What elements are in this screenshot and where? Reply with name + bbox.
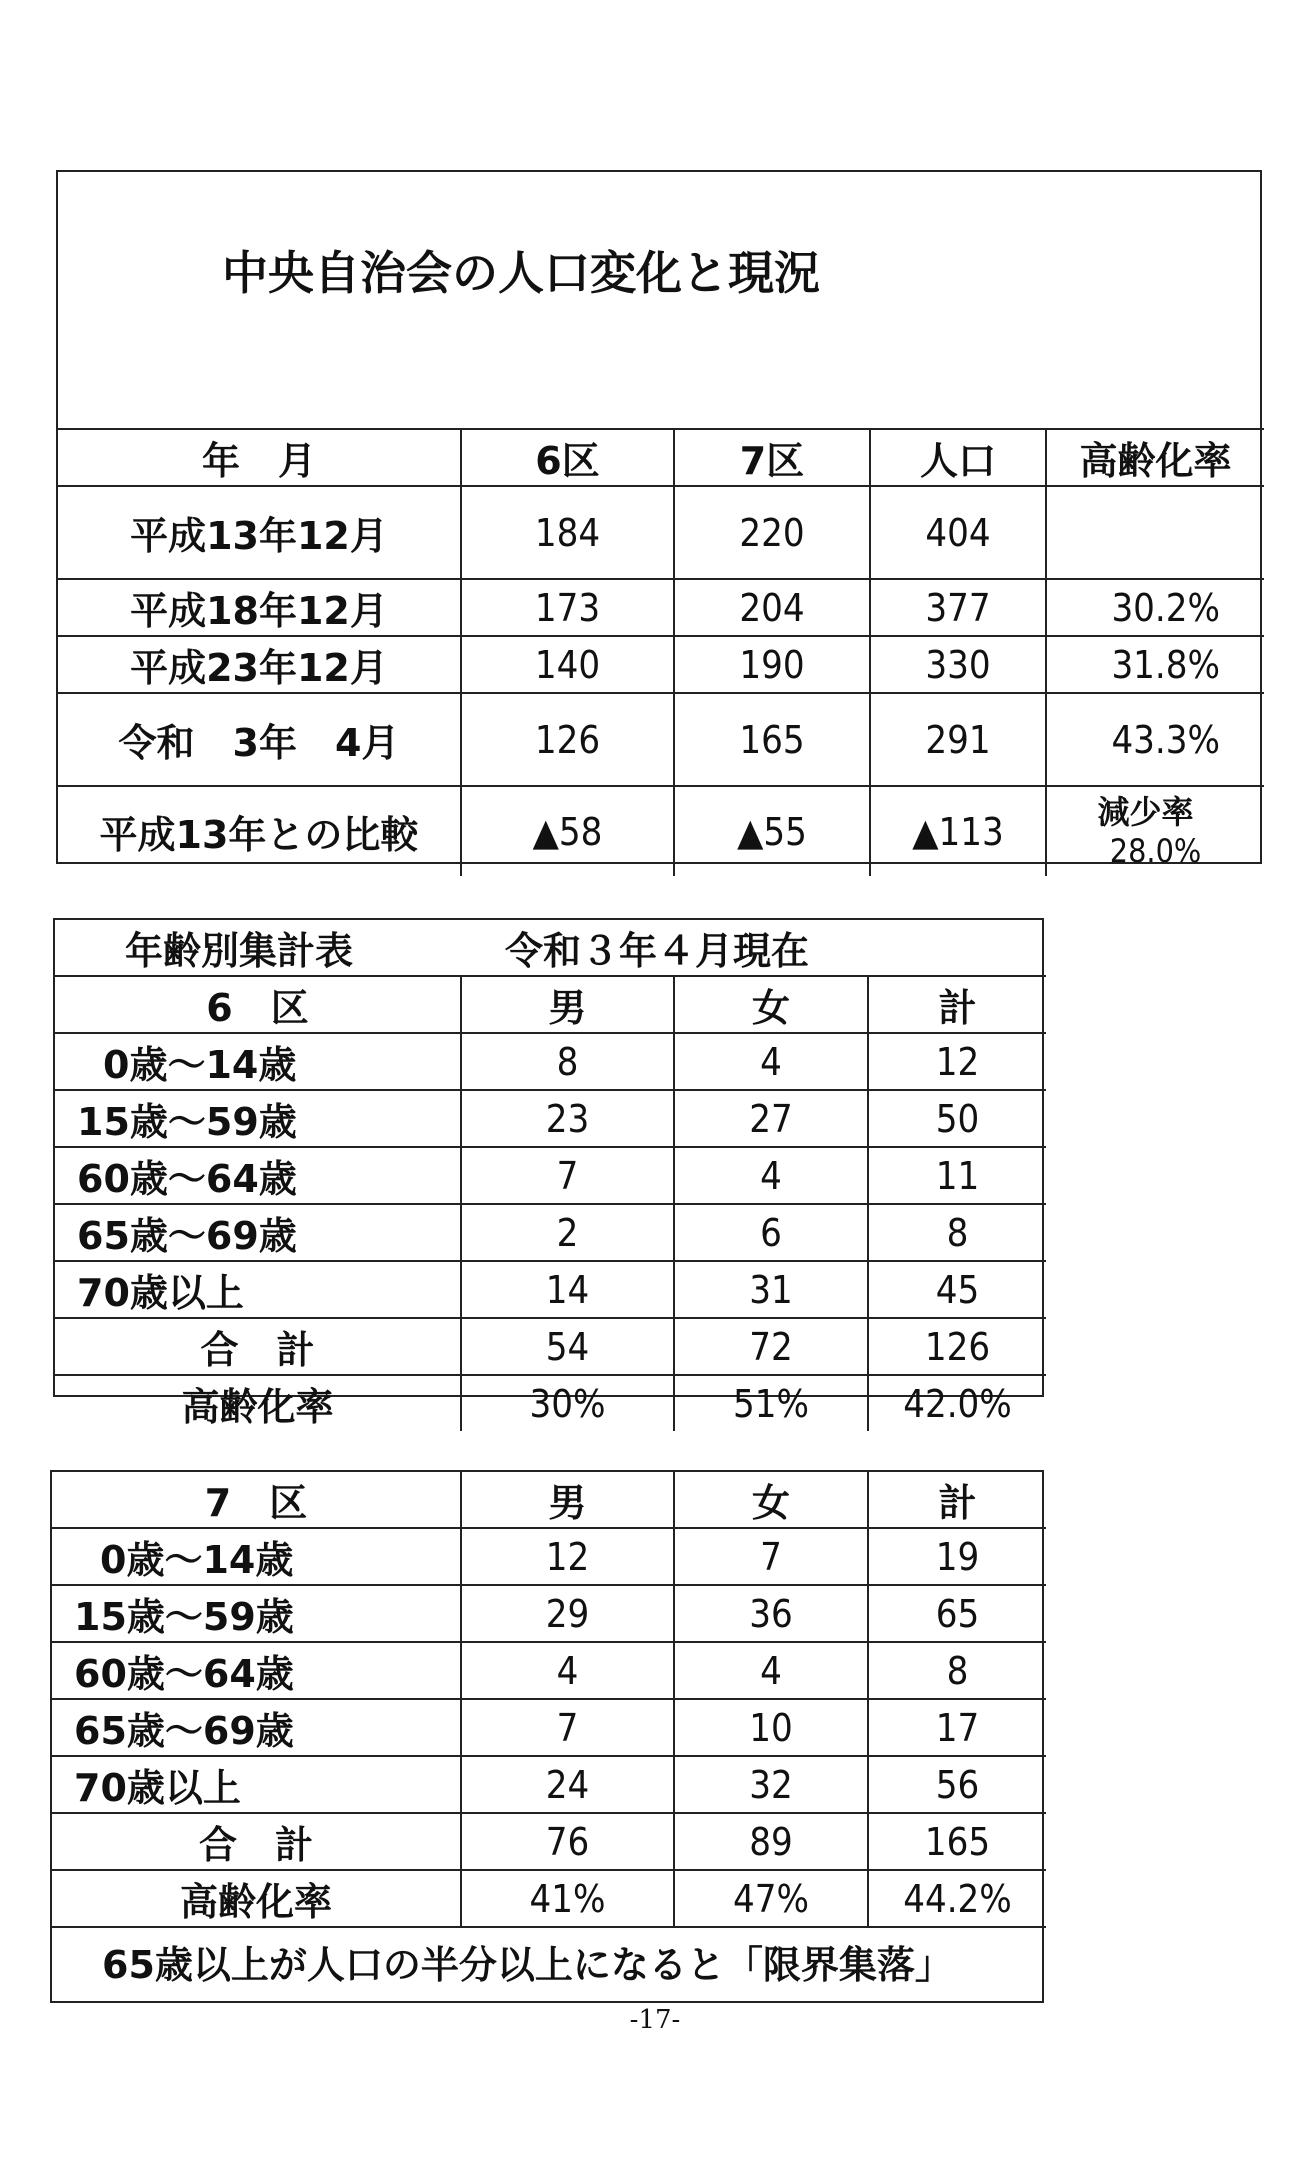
table-row: 15歳～59歳 23 27 50 (55, 1090, 1046, 1147)
header-total: 計 (868, 1472, 1046, 1528)
age-table-caption: 年齢別集計表 令和３年４月現在 (55, 920, 1046, 976)
table-row: 平成18年12月 173 204 377 30.2% (58, 579, 1264, 636)
ward-header: 6 区 (55, 976, 461, 1033)
table-row: 平成13年12月 184 220 404 (58, 486, 1264, 579)
table-row: 60歳～64歳 7 4 11 (55, 1147, 1046, 1204)
aging-rate-row: 高齢化率 30% 51% 42.0% (55, 1375, 1046, 1431)
total-row: 合 計 76 89 165 (52, 1813, 1046, 1870)
header-ku6: 6区 (461, 429, 674, 486)
table-row: 平成23年12月 140 190 330 31.8% (58, 636, 1264, 693)
table-row: 15歳～59歳 29 36 65 (52, 1585, 1046, 1642)
header-total: 計 (868, 976, 1046, 1033)
population-change-table (56, 170, 1262, 870)
header-population: 人口 (870, 429, 1046, 486)
header-ku7: 7区 (674, 429, 870, 486)
table-row: 60歳～64歳 4 4 8 (52, 1642, 1046, 1699)
header-male: 男 (461, 1472, 674, 1528)
total-row: 合 計 54 72 126 (55, 1318, 1046, 1375)
header-aging-rate: 高齢化率 (1046, 429, 1264, 486)
decrease-rate-cell: 減少率 28.0% (1046, 786, 1264, 876)
table-row: 65歳～69歳 7 10 17 (52, 1699, 1046, 1756)
ward-header: 7 区 (52, 1472, 461, 1528)
header-male: 男 (461, 976, 674, 1033)
table-row: 70歳以上 14 31 45 (55, 1261, 1046, 1318)
table-row: 65歳～69歳 2 6 8 (55, 1204, 1046, 1261)
table-row: 70歳以上 24 32 56 (52, 1756, 1046, 1813)
comparison-row: 平成13年との比較 ▲58 ▲55 ▲113 減少率 28.0% (58, 786, 1264, 876)
limit-village-note: 65歳以上が人口の半分以上になると「限界集落」 (52, 1927, 1046, 1989)
ward7-age-table (50, 1470, 1044, 2003)
header-female: 女 (674, 976, 868, 1033)
table-row: 0歳～14歳 12 7 19 (52, 1528, 1046, 1585)
table-title: 中央自治会の人口変化と現況 (58, 172, 1264, 429)
header-date: 年 月 (58, 429, 461, 486)
aging-rate-row: 高齢化率 41% 47% 44.2% (52, 1870, 1046, 1927)
header-female: 女 (674, 1472, 868, 1528)
table-row: 令和 3年 4月 126 165 291 43.3% (58, 693, 1264, 786)
table-row: 0歳～14歳 8 4 12 (55, 1033, 1046, 1090)
page-number: -17- (629, 2005, 681, 2035)
ward6-age-table (53, 918, 1044, 1429)
